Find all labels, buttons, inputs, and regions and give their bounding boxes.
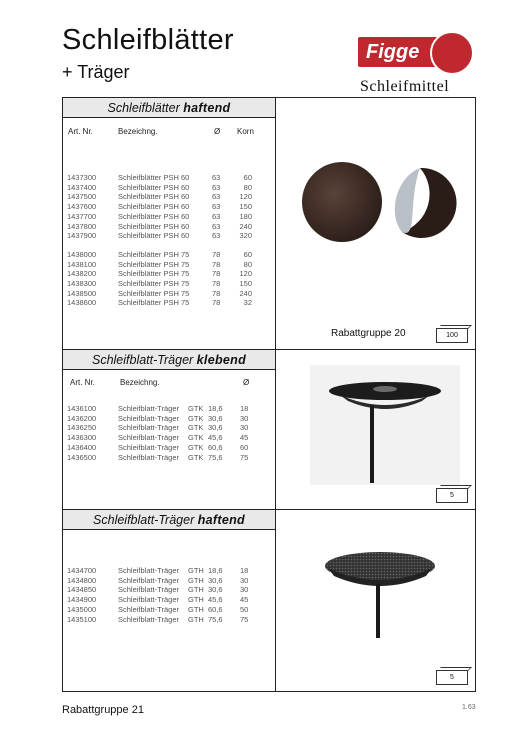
cell-art-nr: 1438300 (67, 279, 97, 288)
cell-diameter: 30,6 (208, 575, 223, 585)
cell-art-nr: 1434700 (67, 566, 97, 575)
cell-diameter: 45,6 (208, 595, 223, 605)
cell-bezeichnung: Schleifblatt-Träger (118, 566, 179, 575)
cell-art-nr: 1437600 (67, 202, 97, 212)
cell-type: GTH (188, 604, 204, 614)
cell-diameter: 78 (212, 298, 221, 308)
figge-logo (358, 31, 476, 71)
cell-korn: 180 (239, 211, 252, 221)
cell-diameter: 78 (212, 279, 221, 288)
cell-diameter: 63 (212, 182, 221, 192)
cell-bezeichnung: Schleifblatt-Träger (118, 595, 179, 605)
cell-art-nr: 1436400 (67, 442, 97, 452)
cell-art-nr: 1438000 (67, 249, 97, 259)
cell-diameter: 63 (212, 211, 221, 221)
col-art-nr-2: Art. Nr. (70, 378, 95, 387)
cell-art-nr: 1434850 (67, 585, 97, 595)
cell-size: 30 (240, 413, 249, 423)
col-korn: Korn (237, 127, 254, 136)
cell-korn: 320 (239, 231, 252, 241)
logo-red-circle (430, 31, 474, 75)
col-diameter-2: Ø (243, 378, 250, 387)
footer-rabatt: Rabattgruppe 21 (62, 704, 144, 716)
cell-diameter: 60,6 (208, 442, 223, 452)
cell-korn: 32 (243, 298, 252, 308)
cell-size: 50 (240, 604, 249, 614)
sanding-discs-image (290, 160, 460, 250)
cell-size: 18 (240, 404, 249, 413)
cell-art-nr: 1436100 (67, 404, 97, 413)
pack-size-box-1: 100 (436, 328, 468, 343)
cell-size: 30 (240, 575, 249, 585)
backing-pad-glued-image (310, 365, 460, 485)
cell-diameter: 75,6 (208, 614, 223, 624)
cell-bezeichnung: Schleifblätter PSH 60 (118, 221, 190, 231)
cell-korn: 240 (239, 221, 252, 231)
velcro-pad-shaft (376, 584, 380, 638)
cell-bezeichnung: Schleifblatt-Träger (118, 413, 179, 423)
cell-bezeichnung: Schleifblätter PSH 75 (118, 249, 190, 259)
cell-korn: 120 (239, 269, 252, 279)
cell-art-nr: 1437400 (67, 182, 97, 192)
cell-art-nr: 1435000 (67, 604, 97, 614)
cell-art-nr: 1436200 (67, 413, 97, 423)
cell-type: GTH (188, 575, 204, 585)
cell-bezeichnung: Schleifblätter PSH 75 (118, 279, 190, 288)
cell-bezeichnung: Schleifblatt-Träger (118, 604, 179, 614)
cell-size: 45 (240, 595, 249, 605)
cell-art-nr: 1436500 (67, 452, 97, 462)
column-divider (275, 97, 276, 692)
cell-type: GTK (188, 423, 204, 433)
cell-bezeichnung: Schleifblätter PSH 60 (118, 231, 190, 241)
cell-size: 45 (240, 433, 249, 443)
cell-diameter: 18,6 (208, 404, 223, 413)
cell-diameter: 63 (212, 173, 221, 182)
col-art-nr: Art. Nr. (68, 127, 93, 136)
cell-diameter: 78 (212, 269, 221, 279)
cell-art-nr: 1437900 (67, 231, 97, 241)
cell-bezeichnung: Schleifblätter PSH 60 (118, 173, 190, 182)
cell-size: 75 (240, 614, 249, 624)
cell-art-nr: 1437700 (67, 211, 97, 221)
cell-bezeichnung: Schleifblätter PSH 60 (118, 211, 190, 221)
cell-bezeichnung: Schleifblatt-Träger (118, 433, 179, 443)
cell-korn: 80 (243, 182, 252, 192)
cell-bezeichnung: Schleifblatt-Träger (118, 404, 179, 413)
cell-korn: 60 (243, 249, 252, 259)
cell-bezeichnung: Schleifblätter PSH 75 (118, 298, 190, 308)
cell-art-nr: 1438200 (67, 269, 97, 279)
cell-type: GTH (188, 585, 204, 595)
cell-art-nr: 1434800 (67, 575, 97, 585)
cell-bezeichnung: Schleifblatt-Träger (118, 423, 179, 433)
cell-diameter: 63 (212, 231, 221, 241)
cell-bezeichnung: Schleifblatt-Träger (118, 442, 179, 452)
cell-size: 30 (240, 423, 249, 433)
cell-type: GTK (188, 413, 204, 423)
cell-diameter: 75,6 (208, 452, 223, 462)
cell-art-nr: 1435100 (67, 614, 97, 624)
section1-title: Schleifblätter haftend (63, 98, 275, 118)
cell-diameter: 78 (212, 259, 221, 269)
backing-pad-shaft (370, 405, 374, 483)
pack-size-box-3: 5 (436, 670, 468, 685)
cell-type: GTK (188, 442, 204, 452)
cell-size: 30 (240, 585, 249, 595)
page-title: Schleifblätter (62, 24, 234, 56)
cell-korn: 240 (239, 288, 252, 298)
cell-diameter: 78 (212, 288, 221, 298)
cell-type: GTH (188, 566, 204, 575)
section3-title: Schleifblatt-Träger haftend (63, 510, 275, 530)
cell-bezeichnung: Schleifblätter PSH 75 (118, 288, 190, 298)
cell-art-nr: 1434900 (67, 595, 97, 605)
cell-art-nr: 1436250 (67, 423, 97, 433)
cell-art-nr: 1437500 (67, 192, 97, 202)
cell-korn: 120 (239, 192, 252, 202)
backing-pad-velcro-image (320, 540, 460, 640)
cell-diameter: 45,6 (208, 433, 223, 443)
cell-art-nr: 1438500 (67, 288, 97, 298)
cell-korn: 60 (243, 173, 252, 182)
cell-bezeichnung: Schleifblatt-Träger (118, 575, 179, 585)
cell-diameter: 18,6 (208, 566, 223, 575)
backing-pad-center (373, 386, 397, 392)
cell-diameter: 60,6 (208, 604, 223, 614)
cell-diameter: 30,6 (208, 413, 223, 423)
page-number: 1.63 (462, 704, 476, 711)
cell-type: GTH (188, 614, 204, 624)
pack-size-box-2: 5 (436, 488, 468, 503)
sanding-disc-backing (395, 168, 420, 233)
cell-diameter: 63 (212, 221, 221, 231)
col-diameter: Ø (214, 127, 221, 136)
logo-tagline: Schleifmittel (360, 78, 450, 95)
cell-diameter: 63 (212, 192, 221, 202)
col-bezeichnung-2: Bezeichng. (120, 378, 160, 387)
cell-korn: 150 (239, 202, 252, 212)
cell-size: 18 (240, 566, 249, 575)
cell-diameter: 30,6 (208, 585, 223, 595)
cell-bezeichnung: Schleifblatt-Träger (118, 614, 179, 624)
cell-type: GTK (188, 433, 204, 443)
cell-type: GTH (188, 595, 204, 605)
cell-art-nr: 1437300 (67, 173, 97, 182)
section1-rabatt: Rabattgruppe 20 (331, 328, 406, 339)
cell-bezeichnung: Schleifblätter PSH 75 (118, 269, 190, 279)
cell-korn: 150 (239, 279, 252, 288)
cell-korn: 80 (243, 259, 252, 269)
cell-type: GTK (188, 452, 204, 462)
logo-word: Figge (366, 41, 420, 63)
cell-art-nr: 1436300 (67, 433, 97, 443)
cell-art-nr: 1438600 (67, 298, 97, 308)
cell-bezeichnung: Schleifblätter PSH 60 (118, 182, 190, 192)
cell-diameter: 63 (212, 202, 221, 212)
cell-art-nr: 1437800 (67, 221, 97, 231)
cell-type: GTK (188, 404, 204, 413)
cell-diameter: 30,6 (208, 423, 223, 433)
cell-size: 75 (240, 452, 249, 462)
cell-art-nr: 1438100 (67, 259, 97, 269)
cell-size: 60 (240, 442, 249, 452)
section2-title: Schleifblatt-Träger klebend (63, 350, 275, 370)
cell-bezeichnung: Schleifblätter PSH 60 (118, 192, 190, 202)
cell-bezeichnung: Schleifblatt-Träger (118, 585, 179, 595)
page-subtitle: + Träger (62, 62, 130, 82)
cell-bezeichnung: Schleifblätter PSH 75 (118, 259, 190, 269)
cell-diameter: 78 (212, 249, 221, 259)
cell-bezeichnung: Schleifblatt-Träger (118, 452, 179, 462)
sanding-disc-front (302, 162, 382, 242)
col-bezeichnung: Bezeichng. (118, 127, 158, 136)
cell-bezeichnung: Schleifblätter PSH 60 (118, 202, 190, 212)
